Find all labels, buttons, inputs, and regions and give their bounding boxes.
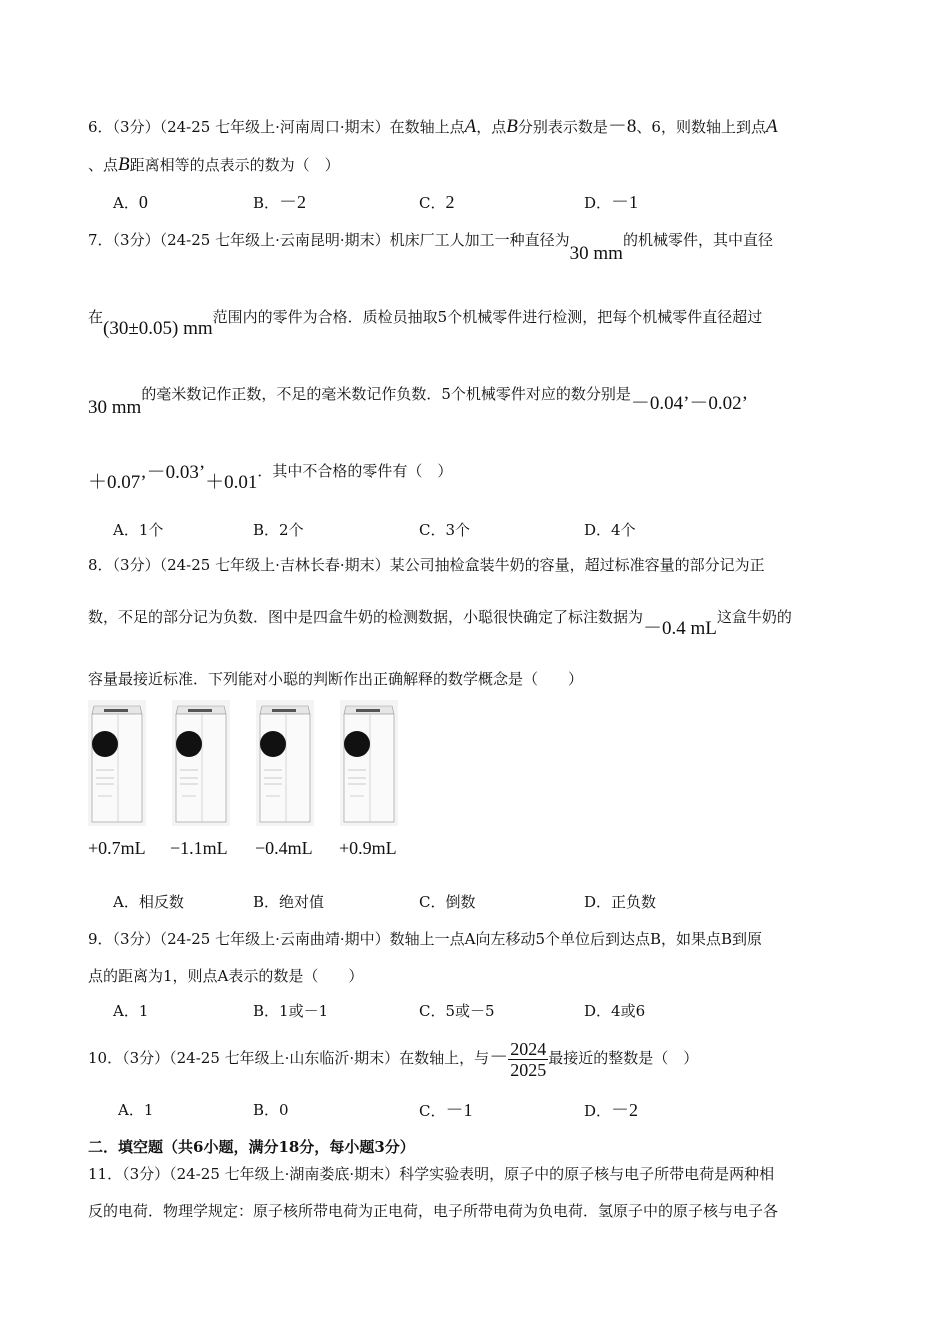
q10-option-d-value: －2 [611, 1100, 639, 1120]
q7-math-30mm-2: 30 mm [88, 397, 142, 418]
q8-option-b[interactable] [253, 892, 324, 912]
q9-option-a-value: 1 [138, 1002, 149, 1020]
q10-option-b-label: B． [253, 1101, 280, 1119]
q6-option-d-value: －1 [611, 192, 639, 212]
q10-denominator: 2025 [510, 1059, 547, 1080]
q8-option-d-label: D． [584, 893, 612, 911]
q6-text: 6．（3分）（24-25 七年级上·河南周口·期末）在数轴上点 [88, 118, 465, 136]
milk-carton-image-2 [172, 700, 230, 826]
q6-text-mid2: 分别表示数是 [517, 118, 608, 136]
q9-line2: 点的距离为1，则点A表示的数是（ ） [88, 967, 364, 985]
q9-line1: 9．（3分）（24-25 七年级上·云南曲靖·期中）数轴上一点A向左移动5个单位后到达点B，如果点B到原 [88, 930, 763, 948]
q7-math-tolerance: (30±0.05) mm [103, 318, 213, 339]
q6-option-b-label: B． [253, 194, 280, 212]
q9-option-d-value: 4或6 [611, 1002, 646, 1020]
q7-line2 [88, 307, 763, 339]
q11-line1: 11．（3分）（24-25 七年级上·湖南娄底·期末）科学实验表明，原子中的原子核与电子所带电荷是两种相 [88, 1165, 775, 1183]
q10-option-a-label: A． [118, 1101, 144, 1119]
q9-option-a[interactable] [113, 1001, 148, 1021]
q6-option-d-label: D． [584, 194, 612, 212]
q9-option-c-value: 5或－5 [445, 1002, 495, 1020]
q7-option-a-value: 1个 [138, 521, 164, 539]
q8-option-c-label: C． [419, 893, 446, 911]
q6-option-b-value: －2 [279, 192, 307, 212]
q8-line2-text: 数，不足的部分记为负数．图中是四盒牛奶的检测数据，小聪很快确定了标注数据为 [88, 608, 644, 626]
q9-option-b-value: 1或－1 [279, 1002, 329, 1020]
q10-option-b-value: 0 [279, 1101, 289, 1119]
q8-option-c-value: 倒数 [445, 893, 476, 911]
q8-option-d[interactable] [584, 892, 656, 912]
milk-carton-image-3 [256, 700, 314, 826]
q10-option-b[interactable] [253, 1100, 289, 1120]
q10-sign: － [489, 1047, 509, 1068]
q7-option-d[interactable] [584, 520, 636, 540]
q10-suffix: 最接近的整数是（ ） [548, 1049, 699, 1067]
milk-carton-image-4 [340, 700, 398, 826]
q7-option-c[interactable] [419, 520, 470, 540]
q7-line4 [88, 461, 453, 493]
q7-option-a[interactable] [113, 520, 163, 540]
q6-point-b: B [506, 116, 518, 137]
q11-line2: 反的电荷．物理学规定：原子核所带电荷为正电荷，电子所带电荷为负电荷．氢原子中的原子核与电子各 [88, 1202, 779, 1220]
q9-option-d[interactable] [584, 1001, 645, 1021]
q6-neg8: －8 [607, 116, 637, 137]
q8-option-a-value: 相反数 [138, 893, 184, 911]
carton-label-4: +0.9mL [339, 838, 397, 858]
q8-option-d-value: 正负数 [611, 893, 657, 911]
milk-carton-image-1 [88, 700, 146, 826]
q6-point-a: A [464, 116, 477, 137]
q6-line2-suffix: 距离相等的点表示的数为（ ） [129, 156, 340, 174]
q6-option-c-value: 2 [445, 192, 455, 212]
q9-option-c[interactable] [419, 1001, 495, 1021]
q6-text-mid1: ，点 [476, 118, 507, 136]
q7-text: 7．（3分）（24-25 七年级上·云南昆明·期末）机床厂工人加工一种直径为 [88, 231, 570, 249]
q6-option-b[interactable] [253, 192, 306, 213]
q7-option-b-value: 2个 [279, 521, 304, 539]
q6-option-a[interactable] [113, 192, 148, 213]
q6-point-a-2: A [765, 116, 778, 137]
q7-line3 [88, 384, 749, 418]
q10-option-d[interactable] [584, 1100, 638, 1121]
q10-option-c-label: C． [419, 1102, 446, 1120]
q6-line2-prefix: 、点 [88, 156, 119, 174]
q7-option-d-label: D． [584, 521, 612, 539]
carton-label-2: −1.1mL [170, 838, 228, 858]
q9-option-b-label: B． [253, 1002, 280, 1020]
q7-line3-text: 的毫米数记作正数，不足的毫米数记作负数．5个机械零件对应的数分别是 [141, 385, 631, 403]
q10-text: 10．（3分）（24-25 七年级上·山东临沂·期末）在数轴上，与 [88, 1049, 490, 1067]
q7-values-4: ＋0.01 [205, 472, 258, 493]
q10-line [88, 1036, 698, 1080]
q9-option-c-label: C． [419, 1002, 446, 1020]
q8-line2 [88, 607, 792, 639]
q8-option-b-label: B． [253, 893, 280, 911]
q8-line3: 容量最接近标准．下列能对小聪的判断作出正确解释的数学概念是（ ） [88, 670, 584, 688]
q9-option-b[interactable] [253, 1001, 328, 1021]
q7-values-3: －0.03’ [146, 462, 206, 483]
q7-line4-text: ．其中不合格的零件有（ ） [257, 462, 453, 480]
q10-option-c[interactable] [419, 1100, 472, 1121]
q6-point-b-2: B [118, 154, 130, 175]
q8-option-c[interactable] [419, 892, 476, 912]
q8-option-a-label: A． [113, 893, 139, 911]
q9-option-a-label: A． [113, 1002, 139, 1020]
q7-option-b[interactable] [253, 520, 304, 540]
q7-values-1: －0.04’－0.02’ [630, 393, 749, 414]
q7-option-c-value: 3个 [445, 521, 471, 539]
q6-option-a-value: 0 [138, 192, 148, 212]
q6-option-d[interactable] [584, 192, 638, 213]
q9-option-d-label: D． [584, 1002, 612, 1020]
q6-line1 [88, 117, 778, 137]
section-fill-in-title: 二．填空题（共6小题，满分18分，每小题3分） [88, 1138, 415, 1156]
q10-option-c-value: －1 [445, 1100, 473, 1120]
carton-label-3: −0.4mL [255, 838, 313, 858]
q8-line2-suffix: 这盒牛奶的 [716, 608, 792, 626]
q7-line2-prefix: 在 [88, 308, 104, 326]
q10-option-a-value: 1 [143, 1101, 154, 1119]
q6-text-mid3: 、6，则数轴上到点 [636, 118, 766, 136]
q8-option-b-value: 绝对值 [279, 893, 325, 911]
carton-label-1: +0.7mL [88, 838, 146, 858]
q8-line1: 8．（3分）（24-25 七年级上·吉林长春·期末）某公司抽检盒装牛奶的容量，超过标准容量的部分记为正 [88, 556, 765, 574]
q8-math-value: －0.4 mL [643, 618, 717, 639]
q7-line1 [88, 230, 773, 264]
q10-option-a[interactable] [118, 1100, 153, 1120]
q7-math-30mm: 30 mm [569, 243, 623, 264]
q7-line2-suffix: 范围内的零件为合格．质检员抽取5个机械零件进行检测，把每个机械零件直径超过 [212, 308, 763, 326]
q6-option-c[interactable] [419, 192, 454, 213]
q7-values-2: ＋0.07’ [88, 472, 147, 493]
q7-option-a-label: A． [113, 521, 139, 539]
q10-fraction [508, 1039, 548, 1080]
q7-option-c-label: C． [419, 521, 446, 539]
q7-line1-suffix: 的机械零件，其中直径 [622, 231, 773, 249]
q7-option-d-value: 4个 [611, 521, 636, 539]
q6-option-c-label: C． [419, 194, 446, 212]
q8-option-a[interactable] [113, 892, 184, 912]
q6-option-a-label: A． [113, 194, 139, 212]
q10-option-d-label: D． [584, 1102, 612, 1120]
q7-option-b-label: B． [253, 521, 280, 539]
q6-line2 [88, 155, 340, 175]
q10-numerator: 2024 [510, 1038, 547, 1059]
